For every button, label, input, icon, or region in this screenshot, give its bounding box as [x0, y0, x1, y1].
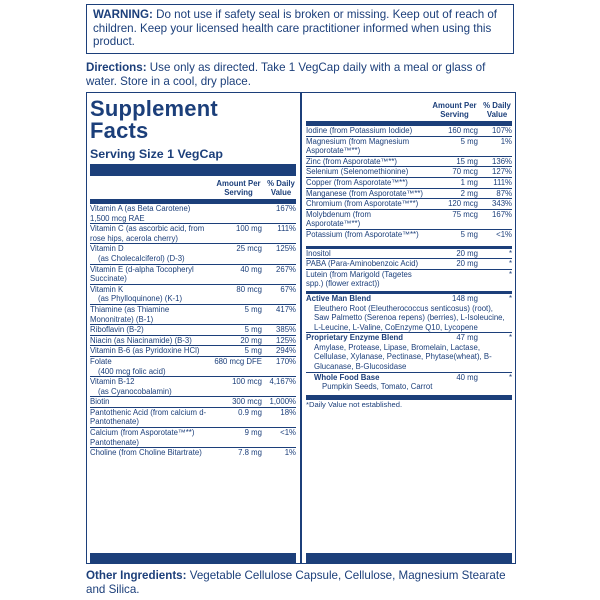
- nutrient-row: [306, 156, 512, 167]
- nutrient-row: [90, 304, 296, 324]
- nutrient-name: Biotin: [90, 397, 110, 407]
- nutrient-amount: 0.9 mg: [238, 407, 262, 417]
- nutrient-name: (as Cholecalciferol) (D-3): [98, 253, 185, 263]
- nutrient-dv: 1,000%: [269, 397, 296, 407]
- nutrient-amount: 70 mcg: [452, 167, 478, 177]
- nutrient-dv: 267%: [276, 264, 296, 274]
- nutrient-amount: 5 mg: [460, 229, 478, 239]
- nutrient-row: [306, 166, 512, 177]
- nutrient-dv: 167%: [276, 204, 296, 213]
- nutrient-name: Potassium (from Asporotate™**): [306, 229, 419, 239]
- nutrient-row: [90, 387, 296, 397]
- nutrient-dv: 107%: [492, 126, 512, 135]
- nutrient-row: [306, 229, 512, 240]
- nutrient-row: [306, 258, 512, 269]
- nutrient-dv: [266, 367, 296, 377]
- nutrient-dv: <1%: [280, 428, 296, 438]
- thick-rule: [90, 164, 296, 176]
- nutrient-name: Riboflavin (B-2): [90, 325, 144, 335]
- nutrient-name: Folate: [90, 356, 112, 366]
- nutrient-row: [90, 203, 296, 223]
- nutrient-amount: 75 mcg: [452, 209, 478, 219]
- nutrient-amount: 5 mg: [244, 346, 262, 356]
- nutrient-amount: 2 mg: [460, 188, 478, 198]
- blend1-amount: 148 mg: [451, 293, 478, 303]
- footnote: *Daily Value not established.: [306, 399, 512, 410]
- nutrient-name: Vitamin B-6 (as Pyridoxine HCl): [90, 346, 200, 356]
- nutrient-row: [306, 246, 512, 259]
- nutrient-dv: 4,167%: [269, 377, 296, 387]
- nutrient-dv: 294%: [276, 346, 296, 356]
- nutrient-name: Copper (from Asporotate™**): [306, 177, 408, 187]
- nutrient-amount: 5 mg: [244, 304, 262, 314]
- nutrient-name: Calcium (from Asporotate™**) Pantothenate): [90, 428, 195, 447]
- nutrient-amount: [211, 294, 266, 304]
- nutrient-row: [306, 136, 512, 156]
- nutrient-amount: 7.8 mg: [238, 448, 262, 458]
- other-ingredients: [86, 569, 516, 596]
- serving-size: Serving Size 1 VegCap: [90, 147, 223, 161]
- nutrient-amount: 25 mcg: [236, 244, 262, 254]
- nutrient-amount: 20 mg: [456, 259, 478, 269]
- supplement-facts-panel: [86, 92, 516, 564]
- nutrient-row: [306, 209, 512, 229]
- nutrient-amount: 100 mg: [235, 224, 262, 234]
- blend1-desc: Eleuthero Root (Eleutherococcus senticosus) (root), Saw Palmetto (Serenoa repens) (berries), L-Isoleucine, L-Leucine, L-Valine, CoEnzyme Q10, Lycopene: [314, 303, 505, 332]
- nutrient-dv: 18%: [280, 407, 296, 417]
- nutrient-name: Vitamin C (as ascorbic acid, from rose hips, acerola cherry): [90, 224, 205, 243]
- column-divider: [300, 93, 302, 563]
- warning-text: Do not use if safety seal is broken or missing. Keep out of reach of children. Keep your licensed health care practitioner informed when using this product.: [93, 8, 498, 48]
- nutrient-name: Lutein (from Marigold (Tagetes spp.) (flower extract)): [306, 269, 412, 289]
- nutrient-amount: [211, 387, 266, 397]
- blend3-dv: *: [508, 372, 512, 382]
- nutrient-amount: [427, 270, 482, 289]
- nutrient-amount: 9 mg: [244, 428, 262, 438]
- nutrient-name: Zinc (from Asporotate™**): [306, 156, 397, 166]
- nutrient-dv: 125%: [276, 244, 296, 254]
- bottom-rule-right: [306, 553, 512, 563]
- nutrient-name: Vitamin A (as Beta Carotene) 1,500 mcg RAE: [90, 204, 191, 223]
- nutrient-name: (as Phylloquinone) (K-1): [98, 294, 183, 304]
- nutrient-amount: 120 mcg: [448, 199, 478, 209]
- nutrient-amount: 680 mcg DFE: [214, 356, 262, 366]
- nutrient-row: [306, 332, 512, 343]
- nutrient-amount: 160 mcg: [448, 126, 478, 135]
- nutrient-name: Vitamin D: [90, 244, 124, 254]
- nutrient-amount: 20 mg: [456, 248, 478, 258]
- nutrient-dv: 385%: [276, 325, 296, 335]
- right-nutrient-list: [306, 125, 512, 289]
- nutrient-row: [90, 345, 296, 356]
- nutrient-row: [90, 396, 296, 407]
- nutrient-dv: 170%: [276, 356, 296, 366]
- nutrient-row: [306, 125, 512, 136]
- nutrient-row: [306, 269, 512, 289]
- blend2-name: Proprietary Enzyme Blend: [306, 333, 404, 343]
- nutrient-row: [90, 407, 296, 427]
- nutrient-row: [90, 284, 296, 295]
- right-column: [306, 93, 512, 563]
- nutrient-dv: [266, 254, 296, 264]
- nutrient-amount: 5 mg: [244, 325, 262, 335]
- nutrient-name: PABA (Para-Aminobenzoic Acid): [306, 259, 419, 269]
- nutrient-amount: 15 mg: [456, 156, 478, 166]
- nutrient-amount: [211, 204, 266, 223]
- nutrient-dv: 167%: [492, 209, 512, 219]
- nutrient-name: Magnesium (from Magnesium Asporotate™**): [306, 136, 410, 156]
- nutrient-amount: 20 mg: [240, 335, 262, 345]
- nutrient-row: [90, 223, 296, 243]
- nutrient-amount: [211, 367, 266, 377]
- header-amount-right: Amount Per Serving: [432, 101, 477, 119]
- nutrient-dv: 67%: [280, 284, 296, 294]
- nutrient-name: Vitamin K: [90, 284, 124, 294]
- nutrient-name: Niacin (as Niacinamide) (B-3): [90, 335, 192, 345]
- nutrient-amount: 100 mcg: [232, 377, 262, 387]
- left-column: [90, 93, 296, 563]
- directions: [86, 61, 516, 88]
- nutrient-dv: 1%: [500, 136, 512, 146]
- nutrient-amount: 1 mg: [460, 177, 478, 187]
- nutrient-name: (as Cyanocobalamin): [98, 386, 172, 396]
- facts-title: [90, 98, 296, 142]
- nutrient-name: Molybdenum (from Asporotate™**): [306, 209, 371, 229]
- facts-title-line1: Supplement: [90, 96, 218, 121]
- nutrient-row: [90, 243, 296, 254]
- nutrient-row: [306, 372, 512, 383]
- left-nutrient-list: [90, 203, 296, 458]
- blend3-name: Whole Food Base: [314, 372, 380, 382]
- blend1-dv: *: [508, 293, 512, 303]
- nutrient-dv: *: [508, 259, 512, 269]
- nutrient-dv: *: [508, 269, 512, 279]
- nutrient-row: [306, 382, 512, 392]
- nutrient-name: Manganese (from Asporotate™**): [306, 188, 424, 198]
- nutrient-name: Iodine (from Potassium Iodide): [306, 126, 413, 135]
- nutrient-dv: 125%: [276, 335, 296, 345]
- nutrient-name: Selenium (Selenomethionine): [306, 167, 409, 177]
- nutrient-row: [306, 198, 512, 209]
- warning-box: [86, 4, 514, 54]
- nutrient-dv: [266, 387, 296, 397]
- nutrient-row: [306, 188, 512, 199]
- nutrient-row: [306, 177, 512, 188]
- nutrient-row: [90, 324, 296, 335]
- other-ingredients-text: Vegetable Cellulose Capsule, Cellulose, Magnesium Stearate and Silica.: [86, 569, 506, 596]
- nutrient-dv: 136%: [492, 156, 512, 166]
- directions-label: Directions:: [86, 61, 147, 74]
- nutrient-row: [90, 427, 296, 447]
- header-dv-right: % Daily Value: [483, 101, 511, 119]
- nutrient-row: [90, 447, 296, 458]
- header-dv: % Daily Value: [267, 179, 295, 197]
- facts-title-line2: Facts: [90, 118, 149, 143]
- nutrient-row: [90, 356, 296, 367]
- other-ingredients-label: Other Ingredients:: [86, 569, 187, 582]
- nutrient-row: [306, 304, 512, 333]
- right-header: [306, 101, 512, 119]
- blend3-amount: 40 mg: [456, 372, 478, 382]
- nutrient-row: [90, 294, 296, 304]
- blend-list: [306, 291, 512, 392]
- nutrient-name: Chromium (from Asporotate™**): [306, 199, 419, 209]
- nutrient-amount: 40 mg: [240, 264, 262, 274]
- bottom-rule-left: [90, 553, 296, 563]
- nutrient-dv: 111%: [277, 224, 296, 234]
- nutrient-dv: *: [508, 248, 512, 258]
- left-header: [90, 179, 296, 197]
- nutrient-name: Thiamine (as Thiamine Mononitrate) (B-1): [90, 304, 170, 324]
- header-amount: Amount Per Serving: [216, 179, 261, 197]
- nutrient-dv: [266, 294, 296, 304]
- nutrient-row: [306, 291, 512, 304]
- blend1-name: Active Man Blend: [306, 293, 371, 303]
- nutrient-dv: 127%: [492, 167, 512, 177]
- blend3-desc: Pumpkin Seeds, Tomato, Carrot: [322, 382, 433, 392]
- nutrient-row: [90, 254, 296, 264]
- nutrient-name: Pantothenic Acid (from calcium d-Pantothenate): [90, 407, 207, 427]
- blend2-amount: 47 mg: [456, 333, 478, 343]
- directions-text: Use only as directed. Take 1 VegCap daily with a meal or glass of water. Store in a cool, dry place.: [86, 61, 486, 88]
- nutrient-amount: 80 mcg: [236, 284, 262, 294]
- nutrient-name: Choline (from Choline Bitartrate): [90, 448, 202, 458]
- nutrient-dv: 1%: [284, 448, 296, 458]
- blend2-dv: *: [508, 333, 512, 343]
- nutrient-name: Vitamin E (d-alpha Tocopheryl Succinate): [90, 264, 194, 284]
- nutrient-dv: <1%: [496, 229, 512, 239]
- nutrient-row: [90, 367, 296, 377]
- nutrient-amount: 300 mcg: [232, 397, 262, 407]
- nutrient-amount: [211, 254, 266, 264]
- nutrient-name: Inositol: [306, 248, 331, 258]
- nutrient-name: Vitamin B-12: [90, 377, 135, 387]
- nutrient-dv: 343%: [492, 199, 512, 209]
- nutrient-amount: 5 mg: [460, 136, 478, 146]
- nutrient-row: [90, 335, 296, 346]
- nutrient-row: [90, 264, 296, 284]
- blend2-desc: Amylase, Protease, Lipase, Bromelain, Lactase, Cellulase, Xylanase, Pectinase, Phytase(wheat), B-Glucanase, B-Glucosidase: [314, 342, 492, 372]
- nutrient-dv: 417%: [276, 304, 296, 314]
- warning-label: WARNING:: [93, 8, 153, 21]
- nutrient-name: (400 mcg folic acid): [98, 366, 166, 376]
- nutrient-dv: 111%: [493, 177, 512, 187]
- nutrient-row: [90, 376, 296, 387]
- nutrient-row: [306, 343, 512, 372]
- nutrient-dv: 87%: [496, 188, 512, 198]
